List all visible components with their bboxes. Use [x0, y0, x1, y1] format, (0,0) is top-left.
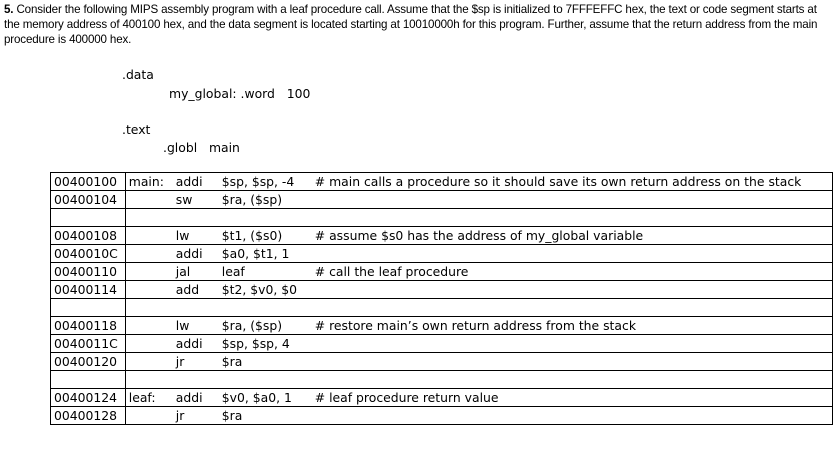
instruction-cell [125, 191, 832, 209]
instruction-row [51, 227, 833, 245]
instruction-row [51, 191, 833, 209]
label-text: leaf: [128, 390, 156, 405]
address-cell: 00400120 [51, 353, 126, 371]
address-cell: 00400124 [51, 389, 126, 407]
address-cell: 00400104 [51, 191, 126, 209]
instruction-cell [125, 263, 832, 281]
address-cell: 00400100 [51, 173, 126, 191]
instruction-cell [125, 317, 832, 335]
operands-text: leaf [221, 264, 245, 279]
comment-text: # restore main’s own return address from the stack [314, 318, 636, 333]
operands-text: $ra [221, 354, 243, 369]
blank-row [51, 209, 833, 227]
data-declaration: my_global: .word 100 [169, 86, 311, 101]
opcode-text: jr [175, 354, 185, 369]
operands-text: $t2, $v0, $0 [221, 282, 298, 297]
instruction-cell [125, 173, 832, 191]
address-cell: 00400108 [51, 227, 126, 245]
instruction-row [51, 317, 833, 335]
opcode-text: jr [175, 408, 185, 423]
opcode-text: addi [175, 336, 203, 351]
instruction-cell [125, 353, 832, 371]
opcode-text: lw [175, 228, 190, 243]
opcode-text: addi [175, 246, 203, 261]
assembly-table [50, 172, 833, 425]
instruction-cell [125, 227, 832, 245]
opcode-text: addi [175, 390, 203, 405]
instruction-cell [125, 335, 832, 353]
text-directive: .text [122, 122, 151, 137]
operands-text: $t1, ($s0) [221, 228, 283, 243]
blank-cell [125, 209, 832, 227]
blank-cell [125, 299, 832, 317]
opcode-text: lw [175, 318, 190, 333]
blank-cell [125, 371, 832, 389]
operands-text: $v0, $a0, 1 [221, 390, 292, 405]
opcode-text: sw [175, 192, 193, 207]
question-text [4, 2, 826, 47]
instruction-cell [125, 389, 832, 407]
question-number: 5. [4, 3, 14, 16]
operands-text: $sp, $sp, -4 [221, 174, 295, 189]
operands-text: $sp, $sp, 4 [221, 336, 290, 351]
comment-text: # call the leaf procedure [314, 264, 469, 279]
operands-text: $a0, $t1, 1 [221, 246, 290, 261]
operands-text: $ra [221, 408, 243, 423]
data-directive: .data [122, 67, 154, 82]
operands-text: $ra, ($sp) [221, 318, 283, 333]
opcode-text: add [175, 282, 200, 297]
instruction-row [51, 245, 833, 263]
opcode-text: jal [175, 264, 191, 279]
blank-row [51, 371, 833, 389]
address-cell: 0040010C [51, 245, 126, 263]
instruction-row [51, 173, 833, 191]
instruction-cell [125, 281, 832, 299]
blank-cell [51, 371, 126, 389]
instruction-row [51, 281, 833, 299]
instruction-row [51, 353, 833, 371]
comment-text: # assume $s0 has the address of my_global variable [314, 228, 644, 243]
instruction-row [51, 389, 833, 407]
operands-text: $ra, ($sp) [221, 192, 283, 207]
instruction-row [51, 263, 833, 281]
address-cell: 00400110 [51, 263, 126, 281]
blank-cell [51, 209, 126, 227]
instruction-row [51, 335, 833, 353]
blank-cell [51, 299, 126, 317]
instruction-cell [125, 407, 832, 425]
opcode-text: addi [175, 174, 203, 189]
question-body: Consider the following MIPS assembly program with a leaf procedure call. Assume that the $sp is initialized to 7FFFEFFC hex, the text or code segment starts at the memory address of 400100 hex, and the data segment is located starting at 10010000h for this program. Further, assume that the return address from the main procedure is 400000 hex. [4, 3, 818, 46]
address-cell: 0040011C [51, 335, 126, 353]
comment-text: # main calls a procedure so it should save its own return address on the stack [314, 174, 802, 189]
address-cell: 00400114 [51, 281, 126, 299]
globl-directive: .globl main [163, 140, 240, 155]
label-text: main: [128, 174, 164, 189]
address-cell: 00400118 [51, 317, 126, 335]
blank-row [51, 299, 833, 317]
instruction-row [51, 407, 833, 425]
instruction-cell [125, 245, 832, 263]
comment-text: # leaf procedure return value [314, 390, 499, 405]
address-cell: 00400128 [51, 407, 126, 425]
